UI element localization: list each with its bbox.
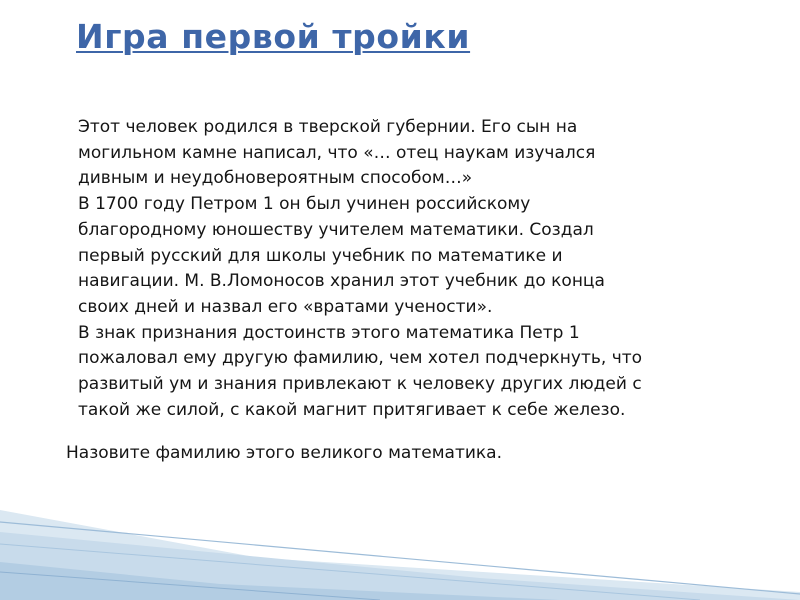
question-text: Назовите фамилию этого великого математика. [66, 443, 502, 463]
paragraph-line: могильном камне написал, что «… отец наукам изучался [78, 142, 596, 163]
paragraph-line: В знак признания достоинств этого математика Петр 1 [78, 322, 580, 343]
paragraph-line: пожаловал ему другую фамилию, чем хотел подчеркнуть, что [78, 348, 643, 369]
paragraph-line: благородному юношеству учителем математики. Создал [78, 219, 594, 240]
slide-title: Игра первой тройки [76, 17, 471, 56]
paragraph-line: В 1700 году Петром 1 он был учинен российскому [78, 194, 531, 215]
slide-paragraph [78, 115, 768, 423]
decorative-waves [0, 480, 800, 600]
paragraph-line: дивным и неудобновероятным способом…» [78, 168, 473, 189]
paragraph-line: навигации. М. В.Ломоносов хранил этот учебник до конца [78, 271, 605, 292]
paragraph-line: Этот человек родился в тверской губернии. Его сын на [78, 117, 578, 137]
paragraph-line: своих дней и назвал его «вратами учености». [78, 296, 493, 317]
paragraph-line: такой же силой, с какой магнит притягивает к себе железо. [78, 399, 626, 420]
paragraph-line: первый русский для школы учебник по математике и [78, 245, 563, 266]
paragraph-line: развитый ум и знания привлекают к человеку других людей с [78, 374, 642, 395]
